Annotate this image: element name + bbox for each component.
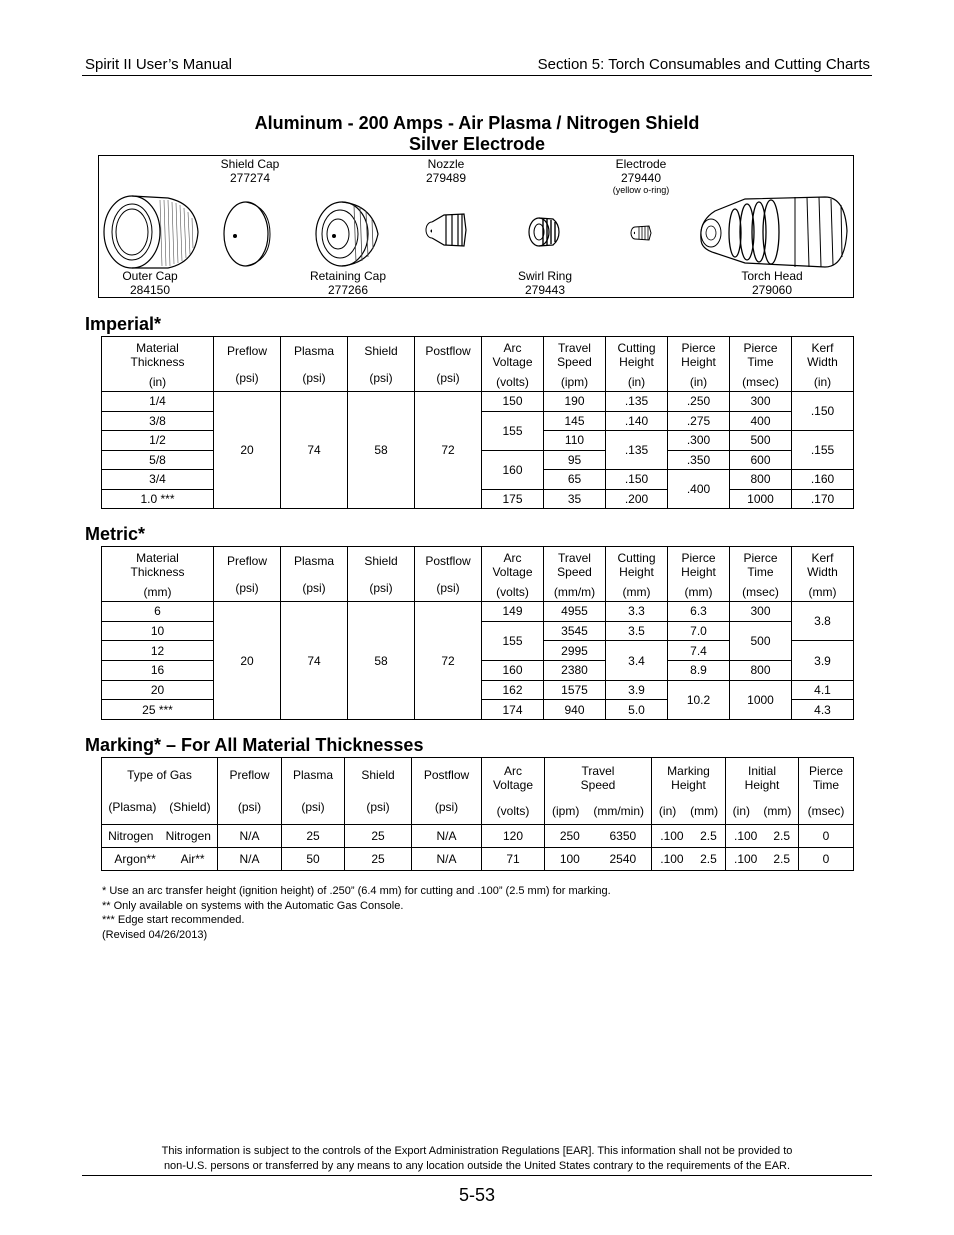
revision-note: (Revised 04/26/2013) xyxy=(102,928,208,941)
nozzle-icon xyxy=(424,211,469,249)
postflow-cell: 72 xyxy=(415,602,482,720)
thickness-cell: 3/8 xyxy=(102,411,214,431)
arc-voltage-cell: 174 xyxy=(482,700,544,720)
shield-cap-icon xyxy=(222,199,274,269)
header-cell: Type of Gas (Plasma) (Shield) xyxy=(102,758,218,825)
thickness-cell: 5/8 xyxy=(102,450,214,470)
travel-speed-cell: 1575 xyxy=(544,680,606,700)
pierce-time-cell: 800 xyxy=(730,661,792,681)
arc-voltage-cell: 150 xyxy=(482,392,544,412)
kerf-width-cell: 3.9 xyxy=(792,641,854,680)
thickness-cell: 25 *** xyxy=(102,700,214,720)
electrode-label: Electrode 279440 (yellow o-ring) xyxy=(612,157,670,195)
footnote: ** Only available on systems with the Automatic Gas Console. xyxy=(102,899,404,912)
arc-voltage-cell: 160 xyxy=(482,450,544,489)
torch-head-icon xyxy=(695,191,851,273)
arc-voltage-cell: 162 xyxy=(482,680,544,700)
arc-voltage-cell: 120 xyxy=(482,825,545,848)
pierce-height-cell: 7.4 xyxy=(668,641,730,661)
pierce-time-cell: 300 xyxy=(730,602,792,622)
header-cell: Pierce Time (msec) xyxy=(730,337,792,392)
header-cell: Arc Voltage (volts) xyxy=(482,337,544,392)
metric-heading: Metric* xyxy=(85,524,146,544)
thickness-cell: 12 xyxy=(102,641,214,661)
travel-speed-cell: 250 6350 xyxy=(545,825,652,848)
pierce-time-cell: 300 xyxy=(730,392,792,412)
pierce-height-cell: 6.3 xyxy=(668,602,730,622)
header-cell: Plasma (psi) xyxy=(282,758,345,825)
imperial-table xyxy=(101,336,854,509)
header-cell: Kerf Width (mm) xyxy=(792,547,854,602)
header-cell: Kerf Width (in) xyxy=(792,337,854,392)
table-row xyxy=(102,602,854,622)
pierce-time-cell: 1000 xyxy=(730,489,792,509)
plasma-cell: 74 xyxy=(281,392,348,509)
pierce-height-cell: .350 xyxy=(668,450,730,470)
chart-title: Aluminum - 200 Amps - Air Plasma / Nitrogen Shield xyxy=(254,113,700,133)
shield-cell: 25 xyxy=(345,825,412,848)
postflow-cell: N/A xyxy=(412,848,482,871)
arc-voltage-cell: 160 xyxy=(482,661,544,681)
header-cell: Postflow (psi) xyxy=(415,547,482,602)
pierce-time-cell: 800 xyxy=(730,470,792,490)
travel-speed-cell: 4955 xyxy=(544,602,606,622)
pierce-time-cell: 500 xyxy=(730,431,792,451)
header-cell: Postflow (psi) xyxy=(415,337,482,392)
header-cell: Postflow (psi) xyxy=(412,758,482,825)
pierce-height-cell: 10.2 xyxy=(668,680,730,719)
metric-table xyxy=(101,546,854,720)
header-cell: Cutting Height (in) xyxy=(606,337,668,392)
thickness-cell: 6 xyxy=(102,602,214,622)
retaining-cap-label: Retaining Cap 277266 xyxy=(309,269,387,297)
travel-speed-cell: 65 xyxy=(544,470,606,490)
shield-cap-label: Shield Cap 277274 xyxy=(220,157,280,185)
header-cell: Shield (psi) xyxy=(345,758,412,825)
header-cell: Plasma (psi) xyxy=(281,547,348,602)
marking-table xyxy=(101,757,854,871)
header-cell: Travel Speed (mm/m) xyxy=(544,547,606,602)
header-cell: Shield (psi) xyxy=(348,547,415,602)
header-cell: Plasma (psi) xyxy=(281,337,348,392)
shield-cell: 58 xyxy=(348,602,415,720)
section-title: Section 5: Torch Consumables and Cutting Charts xyxy=(537,56,870,73)
outer-cap-icon xyxy=(102,194,202,272)
marking-heading: Marking* – For All Material Thicknesses xyxy=(85,735,424,755)
kerf-width-cell: .155 xyxy=(792,431,854,470)
footnote: * Use an arc transfer height (ignition height) of .250” (6.4 mm) for cutting and .100” (2.5 mm) for marking. xyxy=(102,885,611,897)
header-cell: Initial Height (in) (mm) xyxy=(726,758,799,825)
initial-height-cell: .100 2.5 xyxy=(726,848,799,871)
shield-cell: 25 xyxy=(345,848,412,871)
shield-cell: 58 xyxy=(348,392,415,509)
pierce-height-cell: .275 xyxy=(668,411,730,431)
pierce-height-cell: .400 xyxy=(668,470,730,509)
pierce-time-cell: 1000 xyxy=(730,680,792,719)
header-cell: Preflow (psi) xyxy=(214,547,281,602)
postflow-cell: N/A xyxy=(412,825,482,848)
header-rule xyxy=(82,75,872,76)
arc-voltage-cell: 175 xyxy=(482,489,544,509)
metric-header-row xyxy=(102,547,854,602)
kerf-width-cell: 4.3 xyxy=(792,700,854,720)
thickness-cell: 1/4 xyxy=(102,392,214,412)
header-cell: Preflow (psi) xyxy=(214,337,281,392)
header-cell: Preflow (psi) xyxy=(218,758,282,825)
ear-notice: This information is subject to the controls of the Export Administration Regulations [EAR]. This information shall not be provided to non-U.S. persons or transferred by any means to any location outside the United States contrary to the requirements of the EAR. xyxy=(161,1145,793,1172)
travel-speed-cell: 95 xyxy=(544,450,606,470)
marking-height-cell: .100 2.5 xyxy=(652,848,726,871)
header-cell: Material Thickness (mm) xyxy=(102,547,214,602)
pierce-time-cell: 400 xyxy=(730,411,792,431)
pierce-height-cell: 7.0 xyxy=(668,621,730,641)
header-cell: Travel Speed (ipm) xyxy=(544,337,606,392)
footer-rule xyxy=(82,1175,872,1176)
cutting-height-cell: 3.4 xyxy=(606,641,668,680)
preflow-cell: N/A xyxy=(218,825,282,848)
torch-head-label: Torch Head 279060 xyxy=(741,269,803,297)
header-cell: Pierce Height (in) xyxy=(668,337,730,392)
table-row xyxy=(102,848,854,871)
travel-speed-cell: 145 xyxy=(544,411,606,431)
plasma-cell: 25 xyxy=(282,825,345,848)
table-row xyxy=(102,825,854,848)
travel-speed-cell: 2380 xyxy=(544,661,606,681)
travel-speed-cell: 190 xyxy=(544,392,606,412)
preflow-cell: 20 xyxy=(214,602,281,720)
swirl-ring-label: Swirl Ring 279443 xyxy=(517,269,572,297)
pierce-time-cell: 600 xyxy=(730,450,792,470)
thickness-cell: 1.0 *** xyxy=(102,489,214,509)
header-cell: Cutting Height (mm) xyxy=(606,547,668,602)
travel-speed-cell: 940 xyxy=(544,700,606,720)
marking-header-row xyxy=(102,758,854,825)
plasma-cell: 74 xyxy=(281,602,348,720)
nozzle-label: Nozzle 279489 xyxy=(425,157,467,185)
manual-title: Spirit II User’s Manual xyxy=(85,56,232,73)
header-cell: Travel Speed (ipm) (mm/min) xyxy=(545,758,652,825)
travel-speed-cell: 110 xyxy=(544,431,606,451)
plasma-cell: 50 xyxy=(282,848,345,871)
kerf-width-cell: .150 xyxy=(792,392,854,431)
travel-speed-cell: 35 xyxy=(544,489,606,509)
cutting-height-cell: 3.5 xyxy=(606,621,668,641)
footnotes xyxy=(102,884,611,942)
arc-voltage-cell: 155 xyxy=(482,621,544,660)
table-row xyxy=(102,392,854,412)
cutting-height-cell: .135 xyxy=(606,431,668,470)
imperial-heading: Imperial* xyxy=(85,314,162,334)
header-cell: Shield (psi) xyxy=(348,337,415,392)
pierce-time-cell: 0 xyxy=(799,848,854,871)
arc-voltage-cell: 149 xyxy=(482,602,544,622)
kerf-width-cell: 4.1 xyxy=(792,680,854,700)
travel-speed-cell: 100 2540 xyxy=(545,848,652,871)
footnote: *** Edge start recommended. xyxy=(102,914,245,926)
imperial-header-row xyxy=(102,337,854,392)
travel-speed-cell: 2995 xyxy=(544,641,606,661)
cutting-height-cell: 5.0 xyxy=(606,700,668,720)
pierce-height-cell: .250 xyxy=(668,392,730,412)
kerf-width-cell: .170 xyxy=(792,489,854,509)
thickness-cell: 10 xyxy=(102,621,214,641)
header-cell: Marking Height (in) (mm) xyxy=(652,758,726,825)
kerf-width-cell: .160 xyxy=(792,470,854,490)
header-cell: Material Thickness (in) xyxy=(102,337,214,392)
retaining-cap-icon xyxy=(312,199,384,269)
arc-voltage-cell: 155 xyxy=(482,411,544,450)
gas-cell: Argon** Air** xyxy=(102,848,218,871)
thickness-cell: 3/4 xyxy=(102,470,214,490)
header-cell: Pierce Time (msec) xyxy=(730,547,792,602)
preflow-cell: N/A xyxy=(218,848,282,871)
header-cell: Arc Voltage (volts) xyxy=(482,758,545,825)
header-cell: Pierce Height (mm) xyxy=(668,547,730,602)
electrode-icon xyxy=(629,222,653,244)
pierce-height-cell: 8.9 xyxy=(668,661,730,681)
cutting-height-cell: .140 xyxy=(606,411,668,431)
thickness-cell: 16 xyxy=(102,661,214,681)
arc-voltage-cell: 71 xyxy=(482,848,545,871)
pierce-time-cell: 500 xyxy=(730,621,792,660)
pierce-height-cell: .300 xyxy=(668,431,730,451)
cutting-height-cell: 3.9 xyxy=(606,680,668,700)
thickness-cell: 1/2 xyxy=(102,431,214,451)
cutting-height-cell: 3.3 xyxy=(606,602,668,622)
header-cell: Pierce Time (msec) xyxy=(799,758,854,825)
header-cell: Arc Voltage (volts) xyxy=(482,547,544,602)
page-number: 5-53 xyxy=(458,1185,496,1205)
preflow-cell: 20 xyxy=(214,392,281,509)
thickness-cell: 20 xyxy=(102,680,214,700)
chart-subtitle: Silver Electrode xyxy=(408,134,546,154)
kerf-width-cell: 3.8 xyxy=(792,602,854,641)
postflow-cell: 72 xyxy=(415,392,482,509)
marking-height-cell: .100 2.5 xyxy=(652,825,726,848)
cutting-height-cell: .200 xyxy=(606,489,668,509)
initial-height-cell: .100 2.5 xyxy=(726,825,799,848)
consumables-panel xyxy=(98,155,854,298)
gas-cell: Nitrogen Nitrogen xyxy=(102,825,218,848)
cutting-height-cell: .150 xyxy=(606,470,668,490)
pierce-time-cell: 0 xyxy=(799,825,854,848)
outer-cap-label: Outer Cap 284150 xyxy=(122,269,178,297)
swirl-ring-icon xyxy=(527,216,561,248)
cutting-height-cell: .135 xyxy=(606,392,668,412)
travel-speed-cell: 3545 xyxy=(544,621,606,641)
